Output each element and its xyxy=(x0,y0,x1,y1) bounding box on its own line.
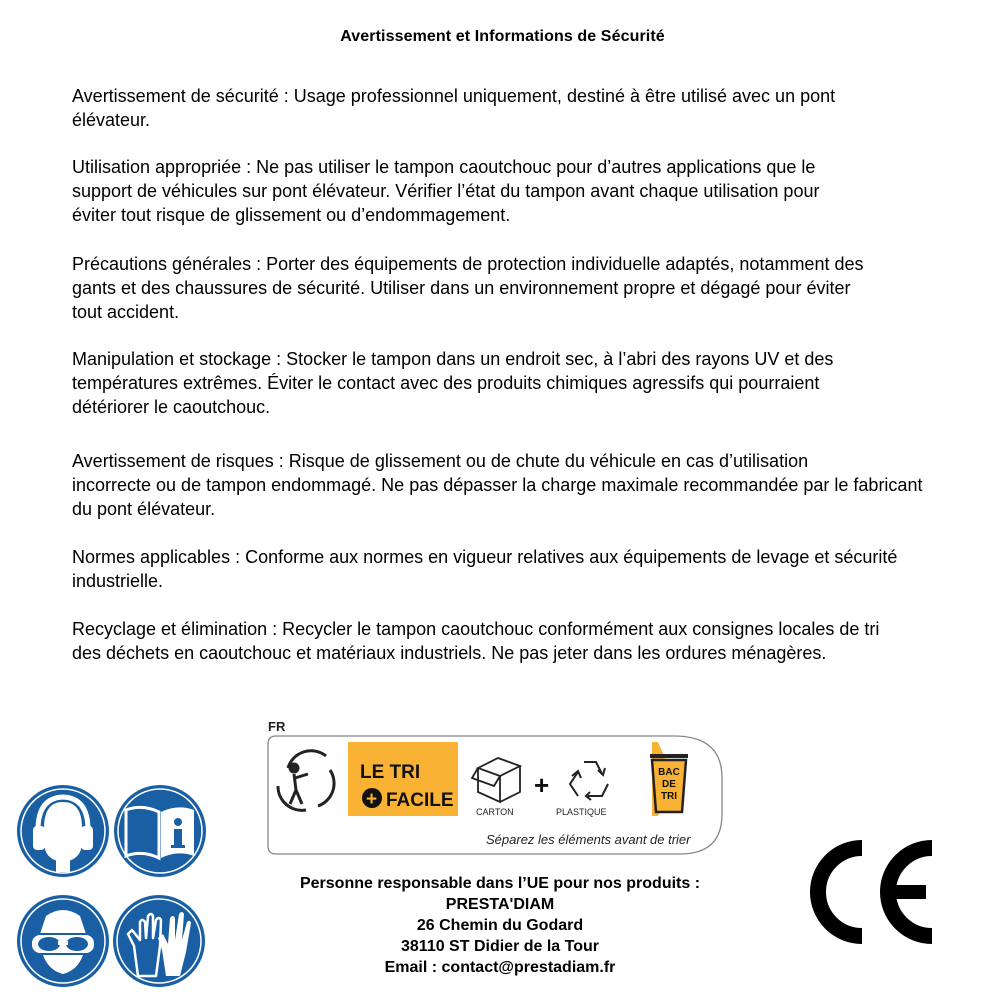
triman-footer: Séparez les éléments avant de trier xyxy=(486,832,691,847)
triman-line2: FACILE xyxy=(386,790,454,811)
ce-mark-icon xyxy=(796,840,940,944)
recycling-bin-icon xyxy=(650,754,688,812)
svg-text:+: + xyxy=(366,789,378,810)
contact-company: PRESTA'DIAM xyxy=(445,896,555,913)
section-safety-warning: Avertissement de sécurité : Usage professionnel uniquement, destiné à être utilisé avec un pont élévateur. xyxy=(72,86,836,130)
section-recycling: Recyclage et élimination : Recycler le tampon caoutchouc conformément aux consignes locales de tri des déchets en caoutchouc et matériaux industriels. Ne pas jeter dans les ordures ménagères. xyxy=(72,619,880,663)
section-proper-use: Utilisation appropriée : Ne pas utiliser le tampon caoutchouc pour d’autres applications que le support de véhicules sur pont élévateur. Vérifier l’état du tampon avant chaque utilisation pour éviter tout risque de glissement ou d’endommagement. xyxy=(72,157,820,225)
triman-line1: LE TRI xyxy=(360,762,421,783)
section-handling-storage: Manipulation et stockage : Stocker le tampon dans un endroit sec, à l’abri des rayons UV et des températures extrêmes. Éviter le contact avec des produits chimiques agressifs qui pourraient détériorer le caoutchouc. xyxy=(72,349,834,417)
contact-heading: Personne responsable dans l’UE pour nos produits : xyxy=(299,875,701,892)
svg-text:DE: DE xyxy=(662,779,676,790)
carton-label: CARTON xyxy=(476,807,514,817)
contact-city: 38110 ST Didier de la Tour xyxy=(401,938,599,955)
section-general-precautions: Précautions générales : Porter des équipements de protection individuelle adaptés, notamment des gants et des chaussures de sécurité. Utiliser dans un environnement propre et dégagé pour éviter tout accident. xyxy=(72,254,864,322)
gloves-icon xyxy=(112,894,206,988)
svg-text:BAC: BAC xyxy=(658,767,680,778)
page-title: Avertissement et Informations de Sécurité xyxy=(340,28,665,45)
contact-email: Email : contact@prestadiam.fr xyxy=(384,959,616,976)
read-manual-icon xyxy=(110,784,210,878)
triman-country: FR xyxy=(268,719,286,734)
plastic-label: PLASTIQUE xyxy=(556,807,607,817)
section-risk-warning: Avertissement de risques : Risque de glissement ou de chute du véhicule en cas d’utilisation incorrecte ou de tampon endommagé. Ne pas dépasser la charge maximale recommandée par le fabricant du pont élévateur. xyxy=(72,451,923,519)
responsible-person-block xyxy=(250,873,750,978)
eye-protection-icon xyxy=(16,894,110,988)
contact-street: 26 Chemin du Godard xyxy=(416,917,584,934)
triman-logo xyxy=(266,716,726,858)
ear-protection-icon xyxy=(16,784,110,878)
section-standards: Normes applicables : Conforme aux normes en vigueur relatives aux équipements de levage et sécurité industrielle. xyxy=(72,547,898,591)
svg-text:TRI: TRI xyxy=(660,791,678,802)
triman-plus: + xyxy=(534,770,550,800)
